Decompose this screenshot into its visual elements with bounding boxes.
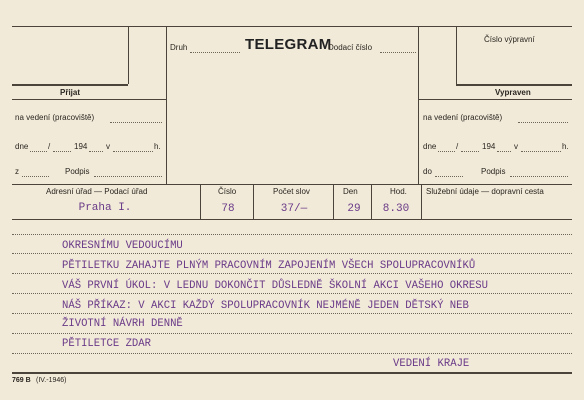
header-bottom-rule	[12, 184, 572, 185]
left-vedeni-label: na vedení (pracoviště)	[15, 113, 95, 122]
vypraven-heading: Vypraven	[495, 88, 531, 97]
left-z-field[interactable]	[22, 176, 49, 177]
left-box-divider	[166, 26, 167, 184]
left-vedeni-field[interactable]	[110, 122, 162, 123]
top-border	[12, 26, 572, 27]
right-podpis-label: Podpis	[481, 167, 506, 176]
col-sep-pocet	[253, 184, 254, 219]
message-rule	[12, 234, 572, 235]
value-adresni: Praha I.	[78, 202, 132, 214]
right-h-label: h.	[562, 142, 569, 151]
right-inner-divider	[456, 26, 457, 84]
dodaci-cislo-field[interactable]	[380, 52, 416, 53]
message-rule	[12, 353, 572, 354]
left-heading-rule	[12, 84, 128, 86]
value-den: 29	[347, 203, 361, 215]
left-dne-label: dne	[15, 142, 29, 151]
header-adresni: Adresní úřad — Podací úřad	[46, 187, 148, 196]
right-year: 194	[482, 142, 496, 151]
dodaci-cislo-label: Dodací číslo	[328, 43, 373, 52]
left-dne-field[interactable]	[30, 151, 47, 152]
message-line: OKRESNÍMU VEDOUCÍMU	[62, 240, 183, 252]
message-rule	[12, 273, 572, 274]
left-year-field[interactable]	[89, 151, 103, 152]
left-time-field[interactable]	[113, 151, 153, 152]
message-line: PĚTILETCE ZDAR	[62, 338, 152, 350]
left-z-label: z	[15, 167, 19, 176]
left-inner-divider	[128, 26, 129, 84]
message-line: ŽIVOTNÍ NÁVRH DENNĚ	[62, 318, 183, 330]
right-podpis-field[interactable]	[510, 176, 568, 177]
header-sluzebni: Služební údaje — dopravní cesta	[426, 187, 544, 196]
footer-rule	[12, 372, 572, 374]
form-code: 769 B	[12, 377, 31, 384]
left-slash: /	[48, 142, 51, 151]
right-do-label: do	[423, 167, 432, 176]
left-podpis-label: Podpis	[65, 167, 90, 176]
message-rule	[12, 313, 572, 314]
right-box-divider	[418, 26, 419, 184]
left-v-label: v	[106, 142, 110, 151]
col-sep-den	[333, 184, 334, 219]
header-hod: Hod.	[390, 187, 407, 196]
message-signature: VEDENÍ KRAJE	[393, 358, 470, 370]
value-cislo: 78	[221, 203, 235, 215]
message-rule	[12, 293, 572, 294]
right-section-rule	[418, 99, 572, 100]
right-dne-field[interactable]	[438, 151, 455, 152]
message-rule	[12, 253, 572, 254]
header-den: Den	[343, 187, 358, 196]
message-line: VÁŠ PRVNÍ ÚKOL: V LEDNU DOKONČIT DŮSLEDNĚ ŠKOLNÍ AKCI VAŠEHO OKRESU	[62, 280, 488, 292]
right-vedeni-label: na vedení (pracoviště)	[423, 113, 503, 122]
col-sep-sluzebni	[421, 184, 422, 219]
telegram-title: TELEGRAM	[245, 36, 332, 53]
right-dne-label: dne	[423, 142, 437, 151]
form-date: (IV.-1946)	[36, 377, 67, 384]
left-section-rule	[12, 99, 166, 100]
message-rule	[12, 333, 572, 334]
right-time-field[interactable]	[521, 151, 561, 152]
col-sep-cislo	[200, 184, 201, 219]
left-month-field[interactable]	[53, 151, 71, 152]
message-line: PĚTILETKU ZAHAJTE PLNÝM PRACOVNÍM ZAPOJENÍM VŠECH SPOLUPRACOVNÍKŮ	[62, 260, 476, 272]
druh-label: Druh	[170, 43, 188, 52]
right-slash: /	[456, 142, 459, 151]
info-row-bottom-rule	[12, 219, 572, 220]
left-podpis-field[interactable]	[94, 176, 162, 177]
header-pocet: Počet slov	[273, 187, 310, 196]
right-year-field[interactable]	[497, 151, 511, 152]
value-pocet: 37/—	[280, 203, 308, 215]
header-cislo: Číslo	[218, 187, 237, 196]
cislo-vypravni-label: Číslo výpravní	[484, 35, 535, 44]
prijat-heading: Přijat	[60, 88, 81, 97]
value-hod: 8.30	[382, 203, 410, 215]
right-heading-rule	[456, 84, 572, 86]
left-year: 194	[74, 142, 88, 151]
right-do-field[interactable]	[435, 176, 463, 177]
right-v-label: v	[514, 142, 518, 151]
right-vedeni-field[interactable]	[518, 122, 568, 123]
message-line: NÁŠ PŘÍKAZ: V AKCI KAŽDÝ SPOLUPRACOVNÍK NEJMÉNĚ JEDEN DĚTSKÝ NEB	[62, 300, 469, 312]
left-h-label: h.	[154, 142, 161, 151]
right-month-field[interactable]	[461, 151, 479, 152]
druh-field[interactable]	[190, 52, 240, 53]
